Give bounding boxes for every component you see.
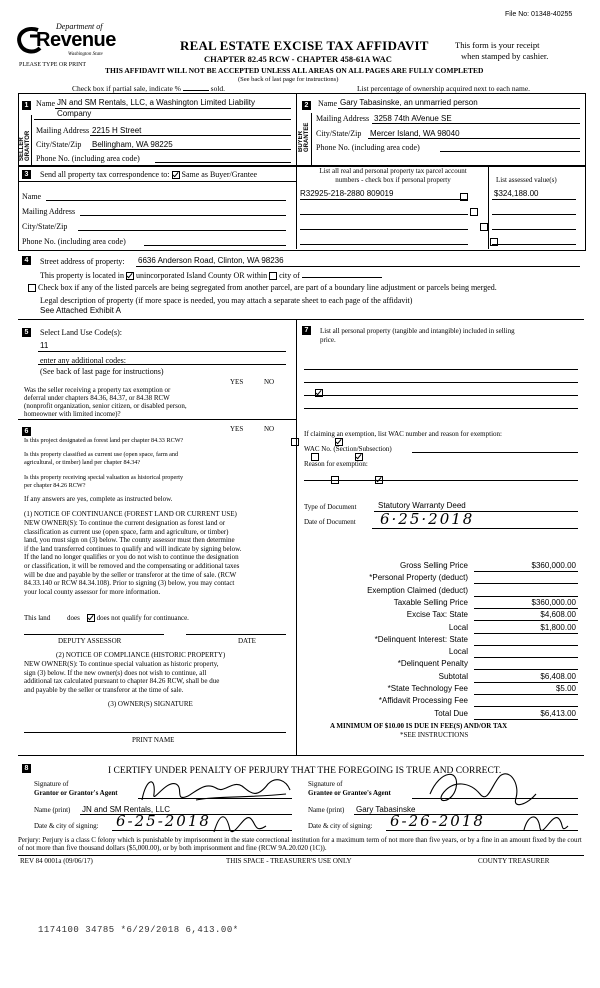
street-address-label: Street address of property: bbox=[40, 257, 125, 266]
grantee-date-label: Date & city of signing: bbox=[308, 822, 373, 830]
assessor-date-label: DATE bbox=[238, 637, 256, 645]
tax-row-underline bbox=[474, 633, 578, 634]
exemption-q1: Was the seller receiving a property tax exemption or bbox=[24, 386, 171, 394]
same-as-buyer-checkbox[interactable] bbox=[172, 171, 180, 179]
personal-property-checkbox-2[interactable] bbox=[470, 208, 478, 216]
partial-sale-text: Check box if partial sale, indicate % bbox=[72, 84, 181, 93]
receipt-line2: when stamped by cashier. bbox=[461, 51, 549, 61]
treasurer-space: THIS SPACE - TREASURER'S USE ONLY bbox=[226, 857, 352, 865]
logo bbox=[16, 22, 126, 62]
tax-row-label: Local bbox=[448, 647, 468, 657]
tax-row-label: Taxable Selling Price bbox=[393, 597, 468, 607]
additional-codes-label: enter any additional codes: bbox=[40, 356, 126, 365]
minimum-fee-note: A MINIMUM OF $10.00 IS DUE IN FEE(S) AND/OR TAX bbox=[330, 722, 508, 730]
historic-q2: per chapter 84.26 RCW? bbox=[24, 482, 86, 489]
tax-row-label: Exemption Claimed (deduct) bbox=[367, 585, 468, 595]
buyer-city-label: City/State/Zip bbox=[316, 129, 362, 138]
print-name-label: PRINT NAME bbox=[132, 736, 175, 744]
corr-mailing-label: Mailing Address bbox=[22, 207, 76, 216]
reason-label: Reason for exemption: bbox=[304, 460, 368, 468]
grantee-date-field[interactable]: 6-26-2018 bbox=[390, 812, 485, 830]
tax-row-value[interactable]: $6,408.00 bbox=[540, 671, 576, 681]
notice2-line: sign (3) below. If the new owner(s) does not wish to continue, all bbox=[24, 668, 207, 677]
seller-grantor-label: SELLER GRANTOR bbox=[19, 130, 31, 161]
tax-row-underline bbox=[474, 596, 578, 597]
personal-property-label: List all personal property (tangible and intangible) included in selling bbox=[320, 327, 515, 335]
parcel-header-2: numbers - check box if personal property bbox=[335, 176, 451, 184]
notice1-body bbox=[24, 519, 296, 596]
notice1-line: your local county assessor for more information. bbox=[24, 587, 161, 596]
notice1-line: land, you must sign on (3) below. The county assessor must then determine bbox=[24, 536, 235, 545]
certify-text: I CERTIFY UNDER PENALTY OF PERJURY THAT THE FOREGOING IS TRUE AND CORRECT. bbox=[108, 766, 502, 776]
doc-type-field[interactable]: Statutory Warranty Deed bbox=[378, 501, 466, 510]
seller-name-field[interactable]: JN and SM Rentals, LLC, a Washington Limited Liability bbox=[57, 98, 256, 107]
receipt-line1: This form is your receipt bbox=[455, 40, 540, 50]
within-city-checkbox[interactable] bbox=[269, 272, 277, 280]
sold-text: sold. bbox=[210, 84, 226, 93]
cashier-stamp: 1174100 34785 *6/29/2018 6,413.00* bbox=[38, 925, 239, 935]
grantee-sig-label1: Signature of bbox=[308, 780, 343, 788]
notice1-line: If the land no longer qualifies or you do not wish to continue the designation bbox=[24, 553, 239, 562]
assessed-header: List assessed value(s) bbox=[496, 176, 557, 184]
forest-land-q: Is this project designated as forest land per chapter 84.33 RCW? bbox=[24, 437, 184, 444]
tax-row-label: *State Technology Fee bbox=[387, 684, 468, 693]
seller-name-field-line2[interactable]: Company bbox=[57, 109, 92, 118]
tax-row-label: *Delinquent Penalty bbox=[397, 659, 468, 669]
tax-row-value[interactable]: $6,413.00 bbox=[540, 708, 576, 718]
grantor-name-field[interactable]: JN and SM Rentals, LLC bbox=[82, 805, 171, 814]
tax-row-underline bbox=[474, 669, 578, 670]
perjury-text: Perjury: Perjury is a class C felony which is punishable by imprisonment in the state correctional institution for a maximum term of not more than five years, or by a fine in an amount fixed by the court of not more than five thousand dollars ($5,000.00), or by both imprisonment and fine (RCW 9A.20.020 (1C)). bbox=[18, 836, 582, 852]
buyer-mailing-label: Mailing Address bbox=[316, 114, 370, 123]
tax-row-underline bbox=[474, 620, 578, 621]
tax-row-label: *Personal Property (deduct) bbox=[369, 573, 468, 583]
section-1-number: 1 bbox=[22, 101, 31, 110]
grantor-sig-label2: Grantor or Grantor's Agent bbox=[34, 789, 118, 797]
tax-row-label: Subtotal bbox=[438, 671, 468, 681]
section-6-number: 6 bbox=[22, 427, 31, 436]
grantee-initials[interactable] bbox=[520, 808, 570, 838]
buyer-phone-label: Phone No. (including area code) bbox=[316, 143, 420, 152]
notice2-line: and payable by the seller or transferor at the time of sale. bbox=[24, 685, 184, 694]
notice1-line: classification as current use (open space, farm and agriculture, or timber) bbox=[24, 527, 229, 536]
seller-city-label: City/State/Zip bbox=[36, 140, 82, 149]
current-use-q2: agricultural, or timber) land per chapter 84.34? bbox=[24, 459, 141, 466]
form-chapter: CHAPTER 82.45 RCW - CHAPTER 458-61A WAC bbox=[204, 54, 392, 64]
seller-mailing-label: Mailing Address bbox=[36, 126, 90, 135]
notice2-line: additional tax calculated pursuant to chapter 84.26 RCW, shall be due bbox=[24, 677, 220, 686]
doc-date-field[interactable]: 6·25·2018 bbox=[380, 510, 475, 528]
tax-row-label: Gross Selling Price bbox=[399, 561, 468, 570]
section-2-number: 2 bbox=[302, 101, 311, 110]
tax-row-underline bbox=[474, 657, 578, 658]
notice1-line: if the land transferred continues to qualify and will indicate by signing below. bbox=[24, 544, 242, 553]
land-use-label: Select Land Use Code(s): bbox=[40, 328, 122, 337]
ownership-note: List percentage of ownership acquired next to each name. bbox=[357, 84, 531, 93]
buyer-mailing-field[interactable]: 3258 74th AVenue SE bbox=[374, 114, 452, 123]
does-not-qualify-checkbox[interactable] bbox=[87, 614, 95, 622]
warning-text: THIS AFFIDAVIT WILL NOT BE ACCEPTED UNLESS ALL AREAS ON ALL PAGES ARE FULLY COMPLETED bbox=[105, 66, 484, 75]
grantee-sig-label2: Grantee or Grantee's Agent bbox=[308, 789, 391, 797]
section-5-number: 5 bbox=[22, 328, 31, 337]
grantee-name-label: Name (print) bbox=[308, 806, 345, 814]
correspondence-label: Send all property tax correspondence to: Same as Buyer/Grantee bbox=[40, 170, 258, 179]
corr-city-label: City/State/Zip bbox=[22, 222, 68, 231]
grantor-sig-label1: Signature of bbox=[34, 780, 69, 788]
notice1-line: or classification, it will be removed and the compensating or additional taxes bbox=[24, 561, 240, 570]
tax-row-underline bbox=[474, 706, 578, 707]
buyer-name-label: Name bbox=[318, 99, 338, 108]
partial-sale-label bbox=[72, 84, 225, 93]
grantor-signature[interactable] bbox=[136, 770, 296, 810]
legal-desc-field[interactable]: See Attached Exhibit A bbox=[40, 306, 121, 315]
file-number: File No: 01348-40255 bbox=[505, 11, 573, 18]
assessed-value-1[interactable]: $324,188.00 bbox=[494, 189, 539, 198]
tax-row-label: Excise Tax: State bbox=[406, 610, 468, 620]
tax-row-value[interactable]: $5.00 bbox=[555, 684, 576, 693]
tax-row-underline bbox=[474, 645, 578, 646]
exemption-q2: deferral under chapters 84.36, 84.37, or 84.38 RCW bbox=[24, 394, 170, 402]
s5-no-header: NO bbox=[264, 378, 275, 386]
seller-mailing-field[interactable]: 2215 H Street bbox=[92, 126, 142, 135]
tax-row-underline bbox=[474, 694, 578, 695]
street-address-field[interactable]: 6636 Anderson Road, Clinton, WA 98236 bbox=[138, 256, 284, 265]
section-7-number: 7 bbox=[302, 326, 311, 335]
tax-row-underline bbox=[474, 583, 578, 584]
buyer-grantee-label: BUYER GRANTEE bbox=[298, 122, 310, 152]
deputy-assessor-label: DEPUTY ASSESSOR bbox=[58, 637, 122, 645]
tax-row-label: *Affidavit Processing Fee bbox=[378, 696, 468, 706]
notice1-line: 84.33.140 or RCW 84.34.108). Prior to signing (3) below, you may contact bbox=[24, 579, 235, 588]
parcel-header-1: List all real and personal property tax parcel account bbox=[319, 167, 467, 175]
located-line: This property is located in unincorporated Island County OR within city of bbox=[40, 271, 382, 280]
grantee-signature[interactable] bbox=[420, 764, 540, 814]
tax-row-underline bbox=[474, 682, 578, 683]
segregation-checkbox[interactable] bbox=[28, 284, 36, 292]
county-treasurer: COUNTY TREASURER bbox=[478, 857, 550, 865]
land-use-see-back: (See back of last page for instructions) bbox=[40, 367, 164, 376]
wac-label: WAC No. (Section/Subsection) bbox=[304, 445, 392, 453]
forest-yes-checkbox[interactable] bbox=[291, 438, 299, 446]
s6-no-header: NO bbox=[264, 425, 275, 433]
unincorporated-checkbox[interactable] bbox=[126, 272, 134, 280]
current-use-q1: Is this property classified as current use (open space, farm and bbox=[24, 451, 179, 458]
grantee-name-field[interactable]: Gary Tabasinske bbox=[356, 805, 416, 814]
personal-property-checkbox-3[interactable] bbox=[480, 223, 488, 231]
exemption-q4: homeowner with limited income)? bbox=[24, 410, 121, 418]
tax-row-value[interactable]: $1,800.00 bbox=[540, 622, 576, 632]
logo-state: Washington State bbox=[68, 52, 103, 57]
notice1-title: (1) NOTICE OF CONTINUANCE (FOREST LAND OR CURRENT USE) bbox=[24, 510, 237, 518]
tax-row-label: Total Due bbox=[434, 708, 468, 718]
grantor-initials[interactable] bbox=[210, 808, 270, 838]
legal-desc-label: Legal description of property (if more space is needed, you may attach a separate sheet to each page of the affidavit) bbox=[40, 296, 413, 305]
section-8-number: 8 bbox=[22, 764, 31, 773]
personal-property-checkbox-4[interactable] bbox=[490, 238, 498, 246]
tax-row-value[interactable]: $360,000.00 bbox=[531, 561, 576, 570]
seller-phone-label: Phone No. (including area code) bbox=[36, 154, 140, 163]
notice1-line: will be due and payable by the seller or transferor at the time of sale. (RCW bbox=[24, 570, 237, 579]
notice1-line: NEW OWNER(S): To continue the current designation as forest land or bbox=[24, 519, 226, 527]
grantor-date-field[interactable]: 6-25-2018 bbox=[116, 812, 211, 830]
seller-name-label: Name bbox=[36, 99, 56, 108]
tax-row-underline bbox=[474, 719, 578, 720]
continuance-line: This land does does not qualify for continuance. bbox=[24, 614, 189, 622]
section-4-number: 4 bbox=[22, 256, 31, 265]
rev-number: REV 84 0001a (09/06/17) bbox=[20, 857, 93, 865]
s6-yes-header: YES bbox=[230, 425, 244, 433]
tax-row-label: *Delinquent Interest: State bbox=[374, 634, 468, 644]
land-use-code-field[interactable]: 11 bbox=[40, 341, 49, 350]
exemption-claim-label: If claiming an exemption, list WAC number and reason for exemption: bbox=[304, 430, 502, 438]
tax-row-value[interactable]: $360,000.00 bbox=[531, 597, 576, 607]
grantor-date-label: Date & city of signing: bbox=[34, 822, 99, 830]
logo-word: Revenue bbox=[36, 29, 116, 51]
see-back: (See back of last page for instructions) bbox=[238, 76, 339, 83]
notice2-line: NEW OWNER(S): To continue special valuation as historic property, bbox=[24, 660, 219, 668]
personal-property-label2: price. bbox=[320, 336, 336, 344]
historic-q1: Is this property receiving special valuation as historical property bbox=[24, 474, 184, 481]
doc-type-label: Type of Document bbox=[304, 503, 357, 511]
see-instructions: *SEE INSTRUCTIONS bbox=[400, 731, 469, 739]
exemption-q3: (nonprofit organization, senior citizen, or disabled person, bbox=[24, 402, 187, 410]
doc-date-label: Date of Document bbox=[304, 518, 356, 526]
section-3-number: 3 bbox=[22, 170, 31, 179]
tax-row-underline bbox=[474, 571, 578, 572]
personal-property-checkbox-1[interactable] bbox=[460, 193, 468, 201]
tax-row-label: Local bbox=[448, 622, 468, 632]
seller-city-field[interactable]: Bellingham, WA 98225 bbox=[92, 140, 173, 149]
parcel-number-1[interactable]: R32925-218-2880 809019 bbox=[300, 189, 394, 198]
logo-dept: Department of bbox=[56, 22, 103, 31]
s5-yes-header: YES bbox=[230, 378, 244, 386]
please-type: PLEASE TYPE OR PRINT bbox=[19, 62, 87, 68]
tax-row-underline bbox=[474, 608, 578, 609]
same-as-buyer-text: Same as Buyer/Grantee bbox=[181, 170, 258, 179]
buyer-name-field[interactable]: Gary Tabasinske, an unmarried person bbox=[340, 98, 478, 107]
tax-row-value[interactable]: $4,608.00 bbox=[540, 610, 576, 620]
owner-signature-label: (3) OWNER(S) SIGNATURE bbox=[108, 700, 193, 708]
notice2-body bbox=[24, 660, 296, 694]
grantor-name-label: Name (print) bbox=[34, 806, 71, 814]
corr-name-label: Name bbox=[22, 192, 42, 201]
segregation-line: Check box if any of the listed parcels are being segregated from another parcel, are part of a boundary line adjustment or parcels being merged. bbox=[28, 283, 497, 292]
notice2-title: (2) NOTICE OF COMPLIANCE (HISTORIC PROPERTY) bbox=[56, 651, 226, 659]
corr-phone-label: Phone No. (including area code) bbox=[22, 237, 126, 246]
if-yes-text: If any answers are yes, complete as instructed below. bbox=[24, 495, 173, 503]
buyer-city-field[interactable]: Mercer Island, WA 98040 bbox=[370, 129, 460, 138]
form-title: REAL ESTATE EXCISE TAX AFFIDAVIT bbox=[180, 38, 429, 53]
